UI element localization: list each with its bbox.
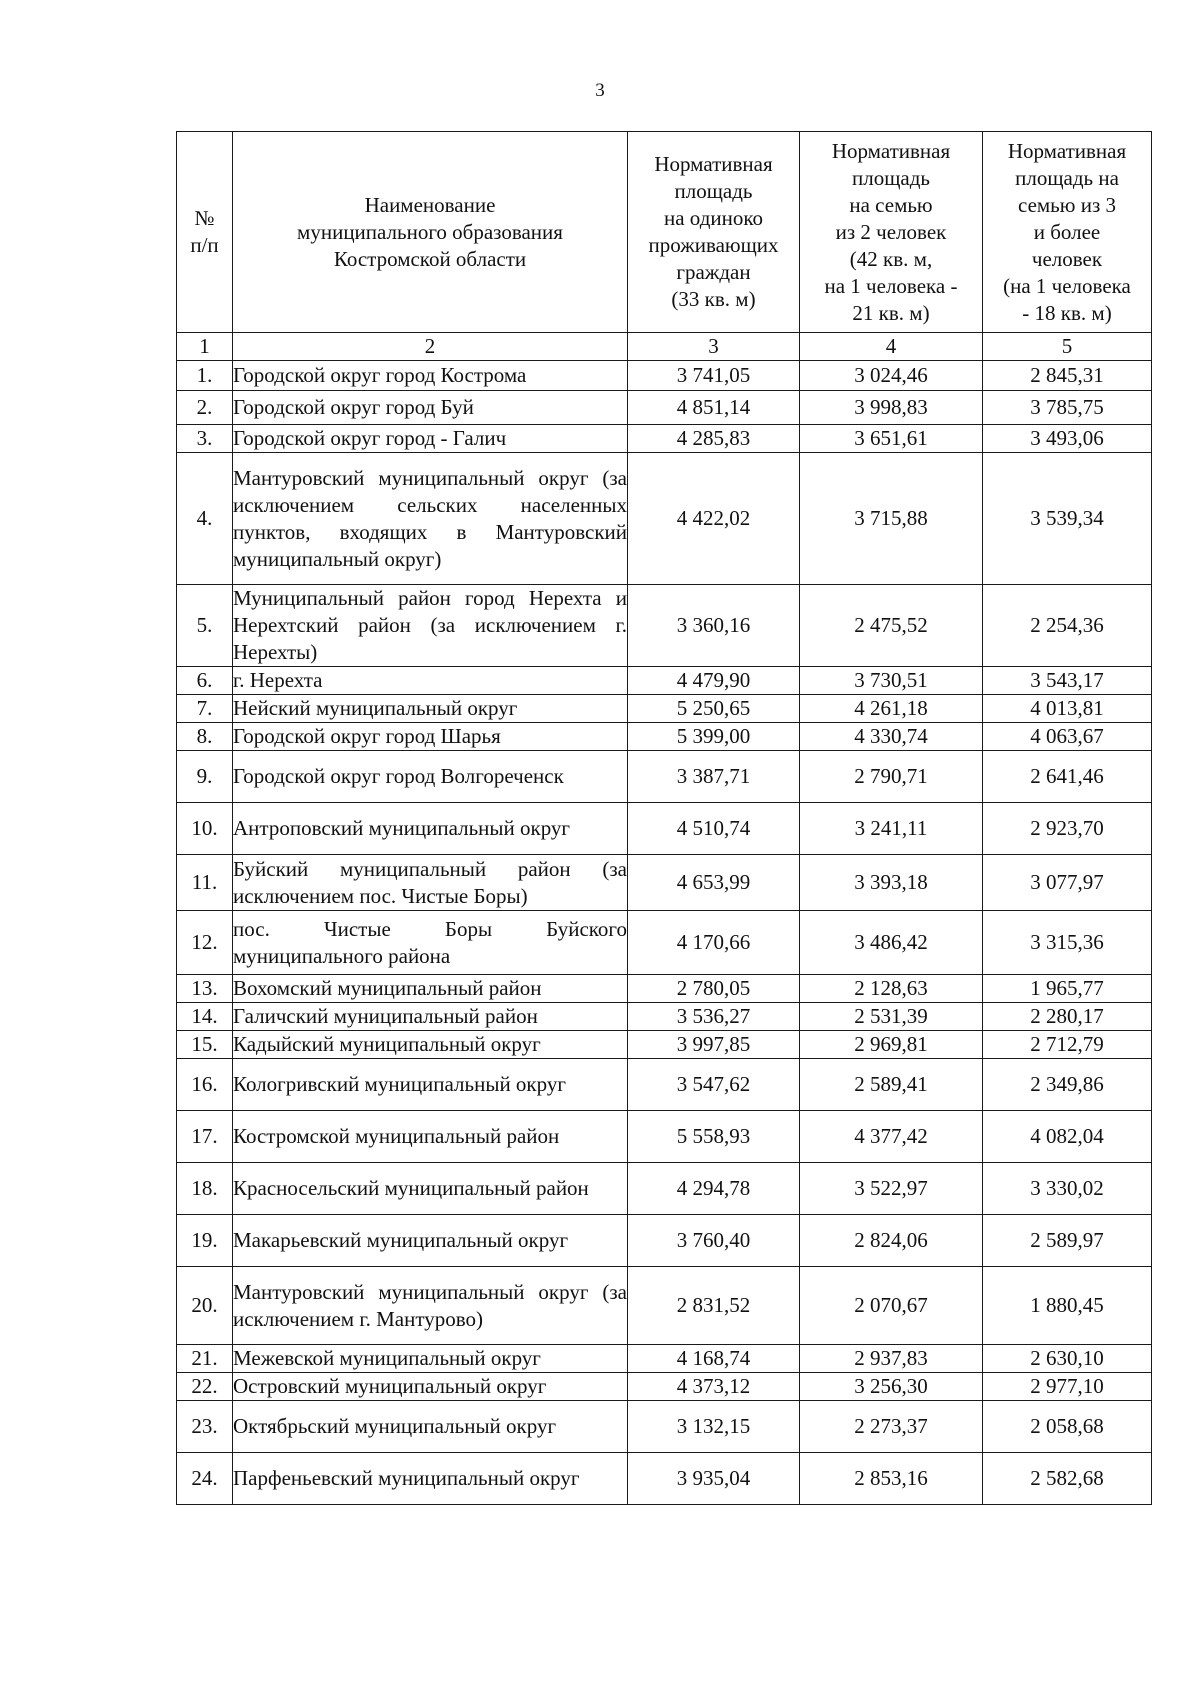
column-number: 1	[177, 333, 233, 361]
column-number-row	[177, 333, 1152, 361]
table-row	[177, 803, 1152, 855]
column-number: 5	[983, 333, 1152, 361]
row-number: 20.	[177, 1267, 233, 1345]
area-single-value: 4 422,02	[628, 453, 800, 585]
row-number: 21.	[177, 1345, 233, 1373]
area-family-2-value: 2 273,37	[800, 1401, 983, 1453]
area-family-3-value: 3 493,06	[983, 425, 1152, 453]
row-number: 13.	[177, 975, 233, 1003]
row-number: 7.	[177, 695, 233, 723]
municipality-name: Межевской муниципальный округ	[233, 1345, 628, 1373]
header-number: № п/п	[177, 132, 233, 333]
table-row	[177, 1059, 1152, 1111]
row-number: 4.	[177, 453, 233, 585]
municipality-name: Кологривский муниципальный округ	[233, 1059, 628, 1111]
area-family-2-value: 4 377,42	[800, 1111, 983, 1163]
area-family-2-value: 3 241,11	[800, 803, 983, 855]
area-single-value: 3 997,85	[628, 1031, 800, 1059]
municipality-name: пос. Чистые Боры Буйского муниципального района	[233, 911, 628, 975]
area-family-3-value: 3 543,17	[983, 667, 1152, 695]
area-family-2-value: 3 256,30	[800, 1373, 983, 1401]
area-family-2-value: 2 531,39	[800, 1003, 983, 1031]
area-single-value: 4 851,14	[628, 391, 800, 425]
table-row	[177, 667, 1152, 695]
municipality-name: Костромской муниципальный район	[233, 1111, 628, 1163]
area-family-2-value: 2 824,06	[800, 1215, 983, 1267]
municipality-name: Городской округ город - Галич	[233, 425, 628, 453]
area-single-value: 2 831,52	[628, 1267, 800, 1345]
municipality-name: Антроповский муниципальный округ	[233, 803, 628, 855]
area-family-2-value: 3 730,51	[800, 667, 983, 695]
municipality-name: Мантуровский муниципальный округ (за исключением сельских населенных пунктов, входящих в Мантуровский муниципальный округ)	[233, 453, 628, 585]
table-row	[177, 1345, 1152, 1373]
area-single-value: 3 536,27	[628, 1003, 800, 1031]
area-family-3-value: 4 013,81	[983, 695, 1152, 723]
column-number: 3	[628, 333, 800, 361]
area-family-3-value: 2 923,70	[983, 803, 1152, 855]
row-number: 9.	[177, 751, 233, 803]
area-single-value: 5 399,00	[628, 723, 800, 751]
table-row	[177, 695, 1152, 723]
area-single-value: 4 653,99	[628, 855, 800, 911]
area-family-3-value: 2 589,97	[983, 1215, 1152, 1267]
area-single-value: 3 547,62	[628, 1059, 800, 1111]
area-family-2-value: 2 937,83	[800, 1345, 983, 1373]
area-family-2-value: 3 522,97	[800, 1163, 983, 1215]
area-single-value: 3 360,16	[628, 585, 800, 667]
municipality-name: Октябрьский муниципальный округ	[233, 1401, 628, 1453]
row-number: 23.	[177, 1401, 233, 1453]
row-number: 18.	[177, 1163, 233, 1215]
area-family-3-value: 1 965,77	[983, 975, 1152, 1003]
area-family-3-value: 3 077,97	[983, 855, 1152, 911]
norm-area-table	[176, 131, 1152, 1505]
area-family-2-value: 2 790,71	[800, 751, 983, 803]
area-family-3-value: 2 712,79	[983, 1031, 1152, 1059]
area-family-3-value: 4 082,04	[983, 1111, 1152, 1163]
table-row	[177, 1267, 1152, 1345]
municipality-name: Городской округ город Шарья	[233, 723, 628, 751]
area-single-value: 4 294,78	[628, 1163, 800, 1215]
table-row	[177, 855, 1152, 911]
municipality-name: Муниципальный район город Нерехта и Нерехтский район (за исключением г. Нерехты)	[233, 585, 628, 667]
row-number: 24.	[177, 1453, 233, 1505]
table-row	[177, 1401, 1152, 1453]
area-single-value: 3 387,71	[628, 751, 800, 803]
municipality-name: г. Нерехта	[233, 667, 628, 695]
table-row	[177, 1373, 1152, 1401]
area-single-value: 4 510,74	[628, 803, 800, 855]
area-family-2-value: 3 486,42	[800, 911, 983, 975]
area-single-value: 4 285,83	[628, 425, 800, 453]
area-family-3-value: 3 315,36	[983, 911, 1152, 975]
area-single-value: 4 479,90	[628, 667, 800, 695]
area-single-value: 4 170,66	[628, 911, 800, 975]
row-number: 22.	[177, 1373, 233, 1401]
table-body	[177, 361, 1152, 1505]
table-row	[177, 751, 1152, 803]
area-family-3-value: 4 063,67	[983, 723, 1152, 751]
area-family-3-value: 2 254,36	[983, 585, 1152, 667]
area-family-2-value: 2 969,81	[800, 1031, 983, 1059]
table-row	[177, 1453, 1152, 1505]
area-family-3-value: 3 785,75	[983, 391, 1152, 425]
area-family-2-value: 2 128,63	[800, 975, 983, 1003]
header-area-family-3: Нормативная площадь на семью из 3 и более человек (на 1 человека - 18 кв. м)	[983, 132, 1152, 333]
area-family-3-value: 2 630,10	[983, 1345, 1152, 1373]
column-number: 4	[800, 333, 983, 361]
area-family-2-value: 4 261,18	[800, 695, 983, 723]
area-single-value: 4 168,74	[628, 1345, 800, 1373]
area-family-3-value: 2 845,31	[983, 361, 1152, 391]
page-number: 3	[595, 80, 605, 101]
area-family-3-value: 2 641,46	[983, 751, 1152, 803]
area-single-value: 5 250,65	[628, 695, 800, 723]
table-row	[177, 453, 1152, 585]
area-family-3-value: 2 582,68	[983, 1453, 1152, 1505]
area-family-2-value: 2 853,16	[800, 1453, 983, 1505]
municipality-name: Городской округ город Буй	[233, 391, 628, 425]
area-family-3-value: 3 330,02	[983, 1163, 1152, 1215]
municipality-name: Галичский муниципальный район	[233, 1003, 628, 1031]
table-row	[177, 1111, 1152, 1163]
area-family-3-value: 2 280,17	[983, 1003, 1152, 1031]
area-family-2-value: 2 475,52	[800, 585, 983, 667]
area-family-2-value: 3 651,61	[800, 425, 983, 453]
table-row	[177, 1003, 1152, 1031]
area-family-2-value: 2 070,67	[800, 1267, 983, 1345]
municipality-name: Кадыйский муниципальный округ	[233, 1031, 628, 1059]
row-number: 6.	[177, 667, 233, 695]
municipality-name: Красносельский муниципальный район	[233, 1163, 628, 1215]
municipality-name: Нейский муниципальный округ	[233, 695, 628, 723]
row-number: 14.	[177, 1003, 233, 1031]
area-family-2-value: 3 715,88	[800, 453, 983, 585]
area-family-3-value: 2 977,10	[983, 1373, 1152, 1401]
area-single-value: 4 373,12	[628, 1373, 800, 1401]
row-number: 15.	[177, 1031, 233, 1059]
header-area-single: Нормативная площадь на одиноко проживающих граждан (33 кв. м)	[628, 132, 800, 333]
table-row	[177, 391, 1152, 425]
municipality-name: Городской округ город Волгореченск	[233, 751, 628, 803]
area-single-value: 3 132,15	[628, 1401, 800, 1453]
row-number: 16.	[177, 1059, 233, 1111]
row-number: 11.	[177, 855, 233, 911]
row-number: 12.	[177, 911, 233, 975]
table-row	[177, 975, 1152, 1003]
table-row	[177, 911, 1152, 975]
column-number: 2	[233, 333, 628, 361]
area-family-3-value: 2 058,68	[983, 1401, 1152, 1453]
header-municipality-name: Наименование муниципального образования Костромской области	[233, 132, 628, 333]
area-single-value: 3 741,05	[628, 361, 800, 391]
municipality-name: Городской округ город Кострома	[233, 361, 628, 391]
area-single-value: 5 558,93	[628, 1111, 800, 1163]
area-single-value: 3 935,04	[628, 1453, 800, 1505]
area-family-3-value: 3 539,34	[983, 453, 1152, 585]
area-family-2-value: 3 998,83	[800, 391, 983, 425]
area-family-2-value: 4 330,74	[800, 723, 983, 751]
area-family-3-value: 2 349,86	[983, 1059, 1152, 1111]
table-row	[177, 1215, 1152, 1267]
table-row	[177, 723, 1152, 751]
area-family-2-value: 3 024,46	[800, 361, 983, 391]
header-area-family-2: Нормативная площадь на семью из 2 человек (42 кв. м, на 1 человека - 21 кв. м)	[800, 132, 983, 333]
municipality-name: Буйский муниципальный район (за исключением пос. Чистые Боры)	[233, 855, 628, 911]
area-family-2-value: 3 393,18	[800, 855, 983, 911]
row-number: 2.	[177, 391, 233, 425]
municipality-name: Островский муниципальный округ	[233, 1373, 628, 1401]
row-number: 17.	[177, 1111, 233, 1163]
municipality-name: Парфеньевский муниципальный округ	[233, 1453, 628, 1505]
table-row	[177, 585, 1152, 667]
row-number: 10.	[177, 803, 233, 855]
municipality-name: Вохомский муниципальный район	[233, 975, 628, 1003]
municipality-name: Мантуровский муниципальный округ (за исключением г. Мантурово)	[233, 1267, 628, 1345]
row-number: 5.	[177, 585, 233, 667]
table-row	[177, 425, 1152, 453]
row-number: 1.	[177, 361, 233, 391]
table-row	[177, 1031, 1152, 1059]
row-number: 19.	[177, 1215, 233, 1267]
table-row	[177, 361, 1152, 391]
area-family-3-value: 1 880,45	[983, 1267, 1152, 1345]
table-header-row	[177, 132, 1152, 333]
area-family-2-value: 2 589,41	[800, 1059, 983, 1111]
area-single-value: 2 780,05	[628, 975, 800, 1003]
row-number: 3.	[177, 425, 233, 453]
municipality-name: Макарьевский муниципальный округ	[233, 1215, 628, 1267]
table-row	[177, 1163, 1152, 1215]
row-number: 8.	[177, 723, 233, 751]
area-single-value: 3 760,40	[628, 1215, 800, 1267]
